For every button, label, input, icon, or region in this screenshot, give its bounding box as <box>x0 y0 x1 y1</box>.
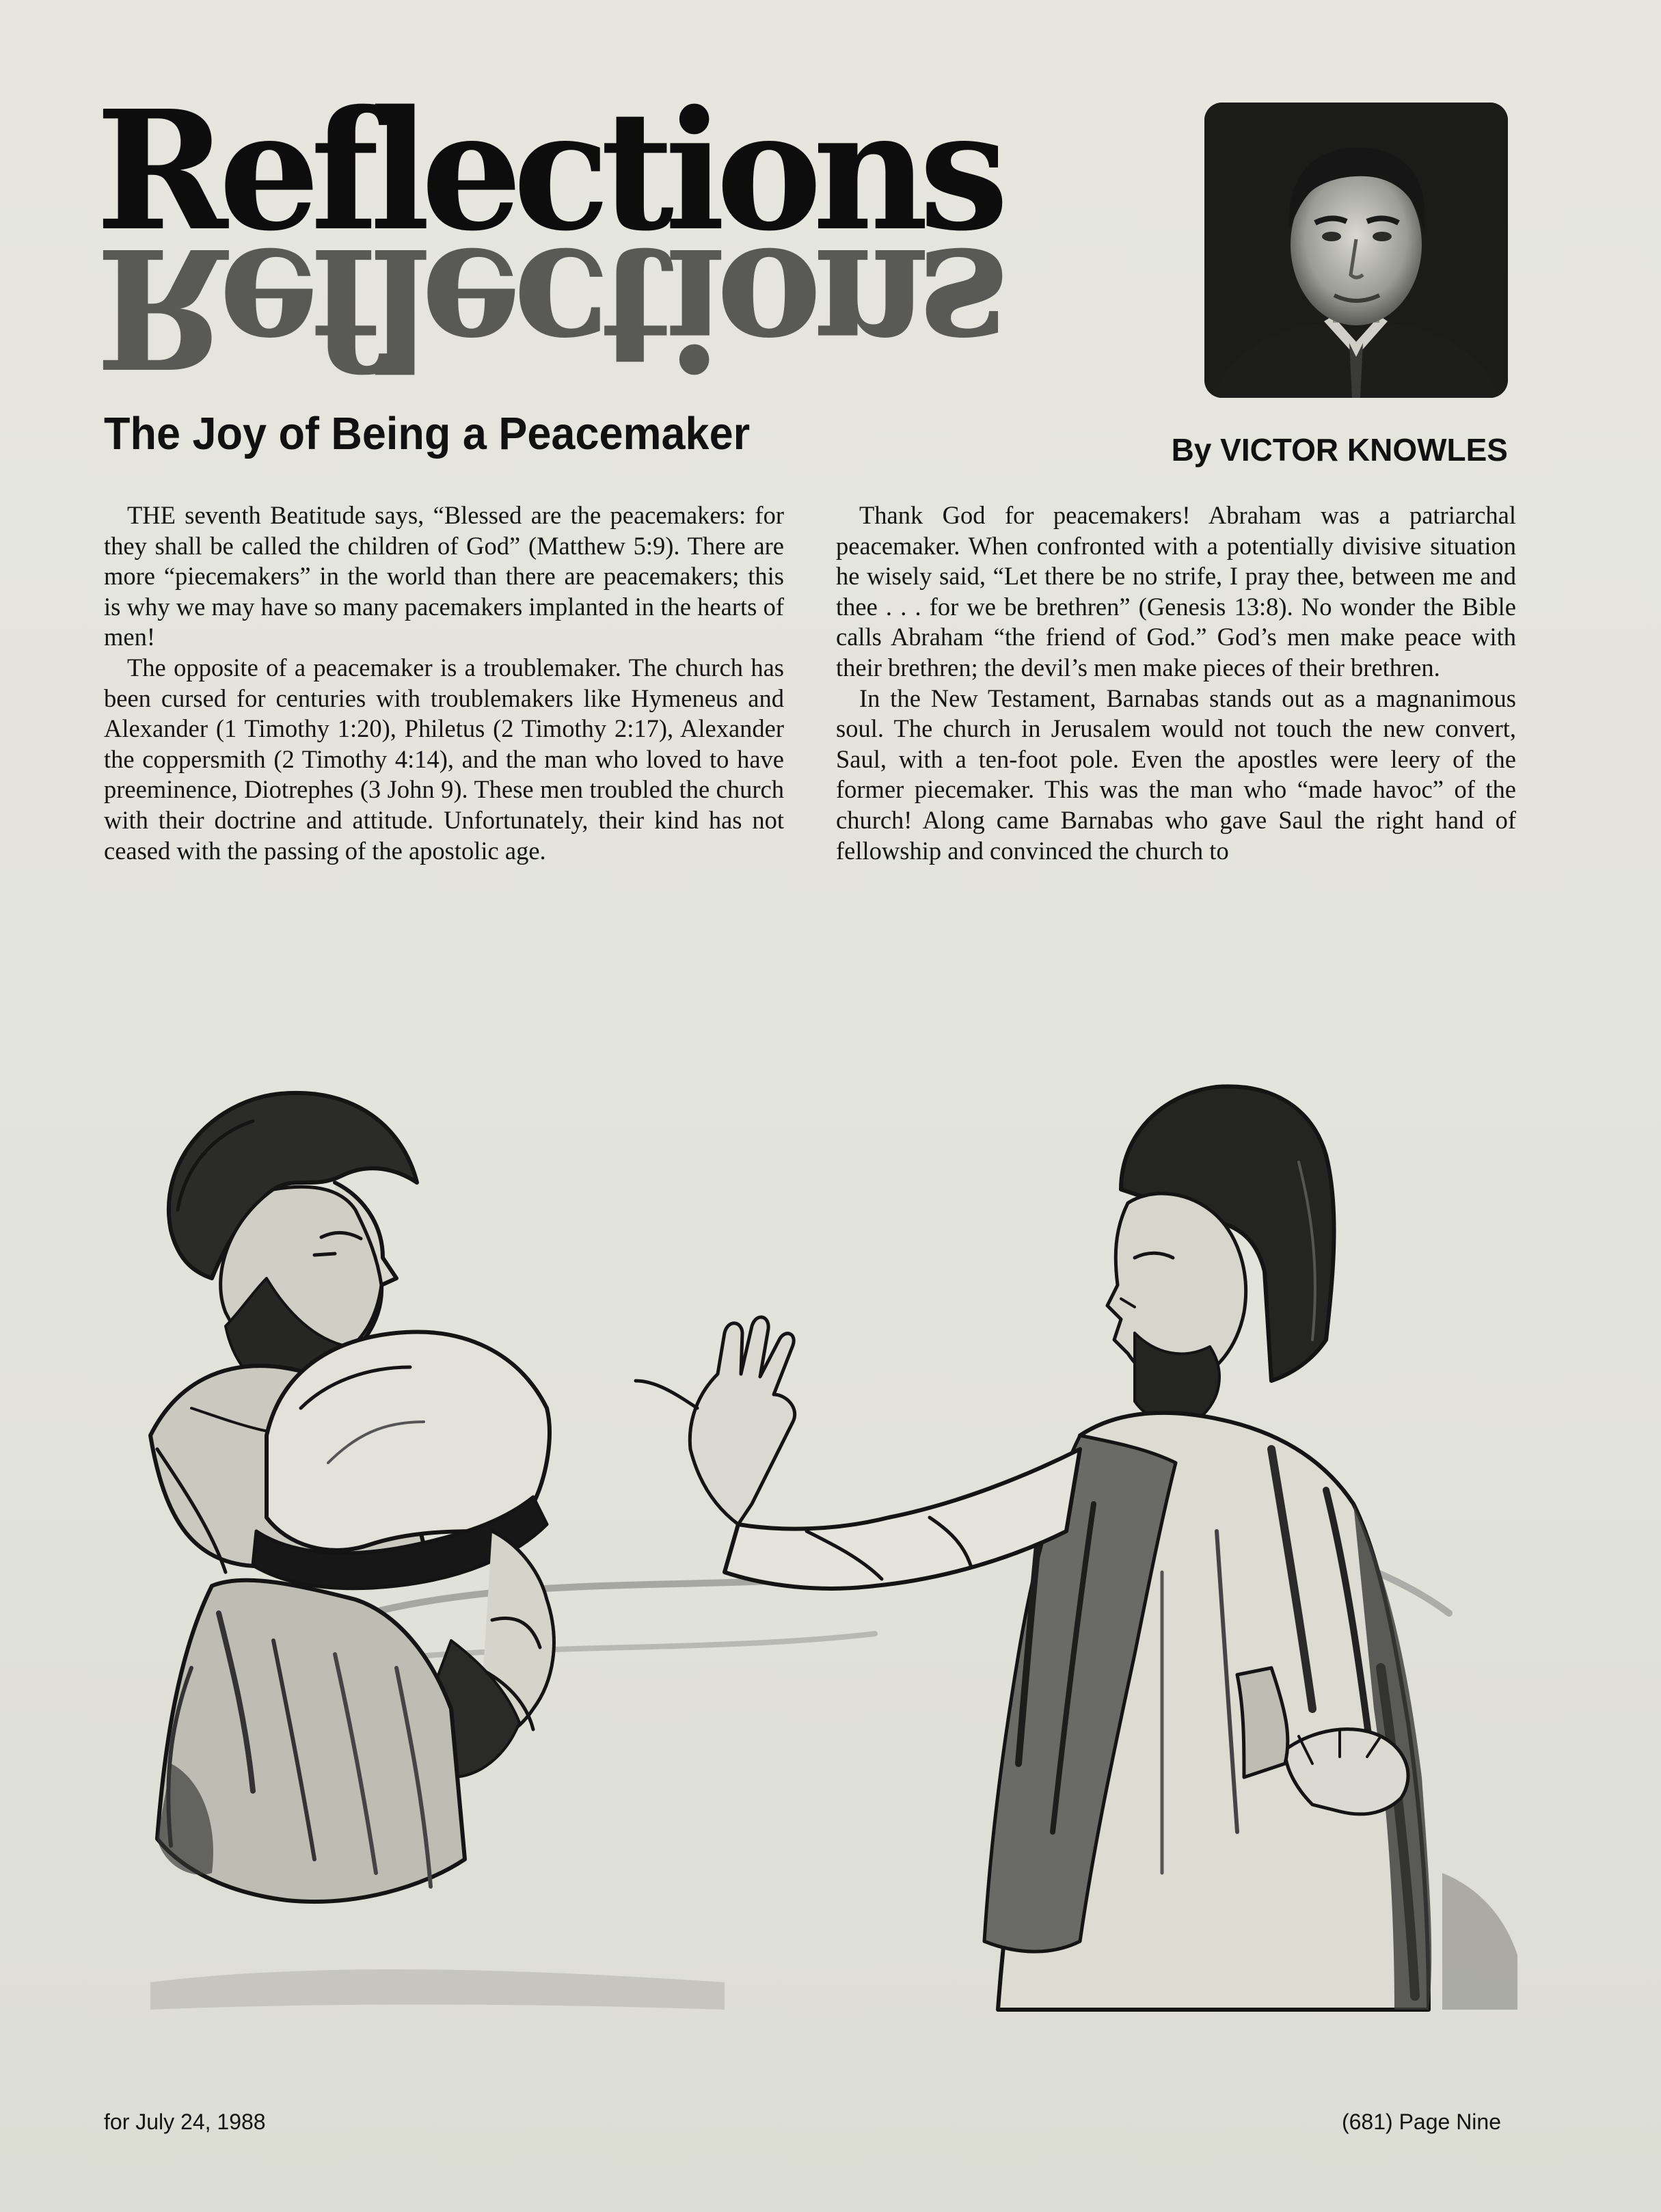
footer-date: for July 24, 1988 <box>104 2109 266 2134</box>
masthead <box>96 75 1189 410</box>
article-byline: By VICTOR KNOWLES <box>1171 432 1508 468</box>
paragraph: THE seventh Beatitude says, “Blessed are the peacemakers: for they shall be called the children of God” (Matthew 5:9). There are more “piecemakers” in the world than there are peacemakers; this is why we may have so many pacemakers implanted in the hearts of men! <box>104 501 784 651</box>
paragraph: In the New Testament, Barnabas stands out as a magnanimous soul. The church in Jerusalem would not touch the new convert, Saul, with a ten-foot pole. Even the apostles were leery of the former piecemaker. This was the man who “made havoc” of the church! Along came Barnabas who gave Saul the right hand of fellowship and convinced the church to <box>836 684 1516 865</box>
article-column-right <box>836 500 1516 866</box>
paragraph: Thank God for peacemakers! Abraham was a patriarchal peacemaker. When confronted with a potentially divisive situation he wisely said, “Let there be no strife, I pray thee, between me and thee . . . for we be brethren” (Genesis 13:8). No wonder the Bible calls Abraham “the friend of God.” God’s men make peace with their brethren; the devil’s men make pieces of their brethren. <box>836 501 1516 682</box>
masthead-title-reflection: Reflections <box>96 211 1000 404</box>
illustration-jesus-teaching <box>109 1053 1531 2051</box>
article-column-left <box>104 500 784 866</box>
article-headline: The Joy of Being a Peacemaker <box>104 408 751 459</box>
masthead-title: Reflections <box>96 75 1000 267</box>
paragraph: The opposite of a peacemaker is a troublemaker. The church has been cursed for centuries with troublemakers like Hymeneus and Alexander (1 Timothy 1:20), Philetus (2 Timothy 2:17), Alexander the coppersmith (2 Timothy 4:14), and the man who loved to have preeminence, Diotrephes (3 John 9). These men troubled the church with their doctrine and attitude. Unfortunately, their kind has not ceased with the passing of the apostolic age. <box>104 653 784 865</box>
author-photo <box>1204 103 1508 398</box>
footer-page-number: (681) Page Nine <box>1341 2109 1501 2134</box>
